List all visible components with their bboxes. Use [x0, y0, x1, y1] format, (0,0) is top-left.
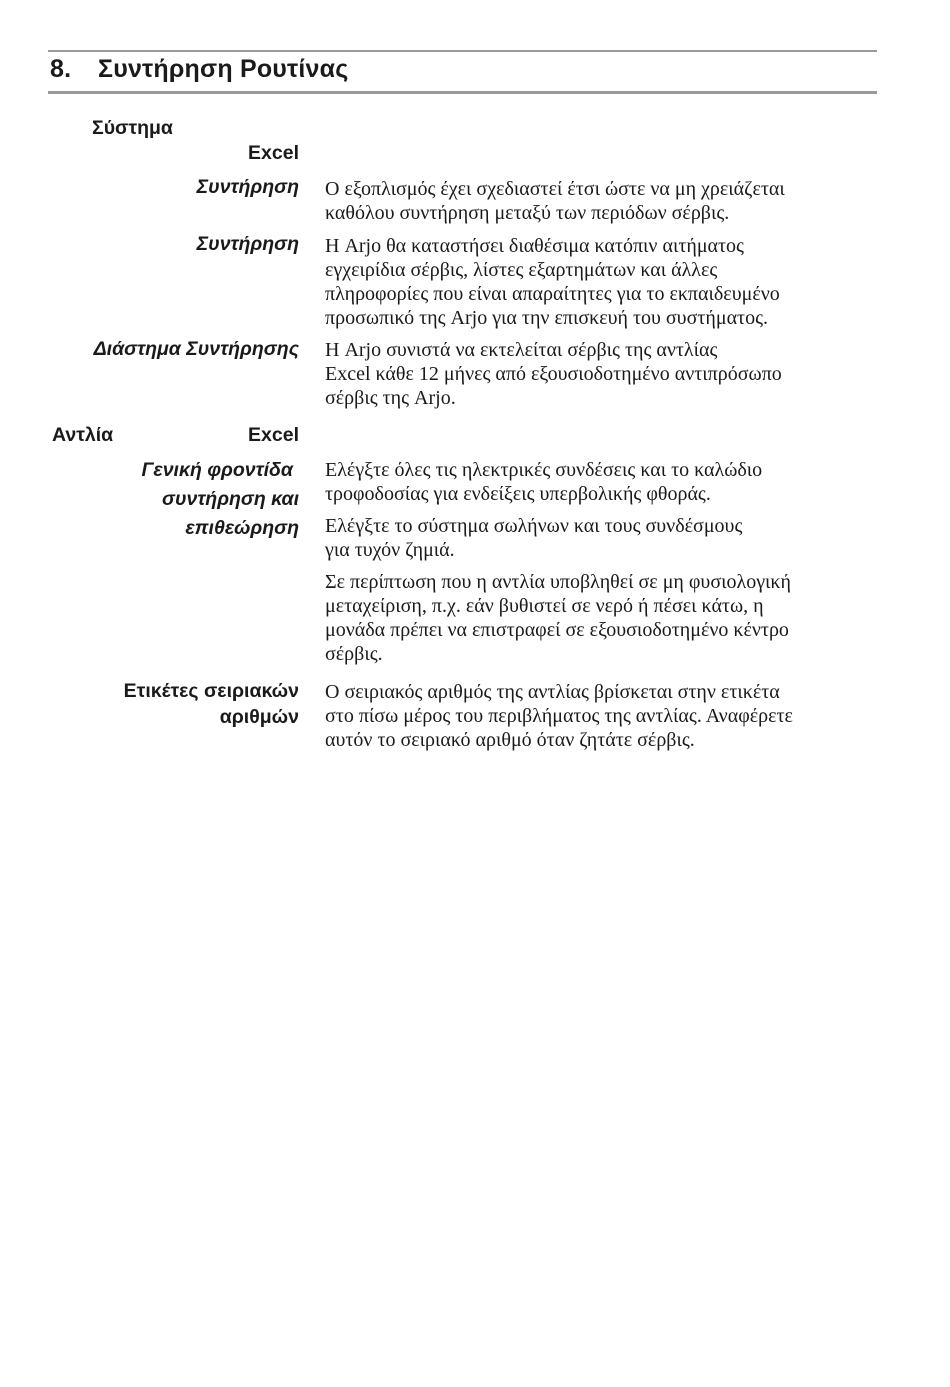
- label-line: Γενική φροντίδα: [141, 459, 293, 481]
- text-line: Η Arjo συνιστά να εκτελείται σέρβις της αντλίας: [325, 339, 718, 361]
- text-line: για τυχόν ζημιά.: [325, 539, 455, 561]
- pump-excel-label: Excel: [248, 424, 299, 446]
- text-line: Ελέγξτε το σύστημα σωλήνων και τους συνδέσμους: [325, 515, 743, 537]
- text-line: μεταχείριση, π.χ. εάν βυθιστεί σε νερό ή πέσει κάτω, η: [325, 595, 764, 617]
- text-line: σέρβις της Arjo.: [325, 387, 456, 409]
- text-line: Σε περίπτωση που η αντλία υποβληθεί σε μη φυσιολογική: [325, 571, 791, 593]
- heading-bottom-rule: [48, 91, 877, 94]
- section-heading: [50, 55, 348, 84]
- pump-label: Αντλία: [52, 424, 114, 446]
- label-line: Ετικέτες σειριακών: [123, 680, 299, 702]
- system-label: Σύστημα: [92, 117, 173, 139]
- paragraph: [325, 458, 880, 506]
- text-line: καθόλου συντήρηση μεταξύ των περιόδων σέρβις.: [325, 202, 730, 224]
- service-interval-text: [325, 338, 880, 410]
- general-care-label: [141, 456, 299, 543]
- label-line: αριθμών: [219, 706, 299, 728]
- maintenance-label: Συντήρηση: [196, 176, 299, 198]
- service-label: Συντήρηση: [196, 233, 299, 255]
- paragraph: [325, 570, 880, 666]
- section-number: 8.: [50, 55, 72, 83]
- heading-top-rule: [48, 50, 877, 52]
- text-line: εγχειρίδια σέρβις, λίστες εξαρτημάτων και άλλες: [325, 259, 718, 281]
- text-line: Ο σειριακός αριθμός της αντλίας βρίσκεται στην ετικέτα: [325, 681, 780, 703]
- serial-labels-label: [124, 678, 299, 730]
- text-line: στο πίσω μέρος του περιβλήματος της αντλίας. Αναφέρετε: [325, 705, 793, 727]
- text-line: τροφοδοσίας για ενδείξεις υπερβολικής φθοράς.: [325, 483, 711, 505]
- text-line: πληροφορίες που είναι απαραίτητες για το εκπαιδευμένο: [325, 283, 780, 305]
- text-line: αυτόν το σειριακό αριθμό όταν ζητάτε σέρβις.: [325, 729, 695, 751]
- system-excel-label: Excel: [248, 142, 299, 164]
- text-line: Ο εξοπλισμός έχει σχεδιαστεί έτσι ώστε να μη χρειάζεται: [325, 178, 785, 200]
- text-line: Η Arjo θα καταστήσει διαθέσιμα κατόπιν αιτήματος: [325, 235, 744, 257]
- section-title: Συντήρηση Ρουτίνας: [98, 55, 349, 83]
- serial-labels-text: [325, 680, 880, 752]
- maintenance-text: [325, 177, 880, 225]
- label-line: επιθεώρηση: [185, 517, 299, 539]
- text-line: σέρβις.: [325, 643, 383, 665]
- text-line: μονάδα πρέπει να επιστραφεί σε εξουσιοδοτημένο κέντρο: [325, 619, 789, 641]
- text-line: Excel κάθε 12 μήνες από εξουσιοδοτημένο αντιπρόσωπο: [325, 363, 782, 385]
- service-text: [325, 234, 880, 330]
- service-interval-label: Διάστημα Συντήρησης: [93, 338, 299, 360]
- text-line: προσωπικό της Arjo για την επισκευή του συστήματος.: [325, 307, 769, 329]
- general-care-text: [325, 458, 880, 666]
- paragraph: [325, 514, 880, 562]
- text-line: Ελέγξτε όλες τις ηλεκτρικές συνδέσεις και το καλώδιο: [325, 459, 763, 481]
- label-line: συντήρηση και: [162, 488, 299, 510]
